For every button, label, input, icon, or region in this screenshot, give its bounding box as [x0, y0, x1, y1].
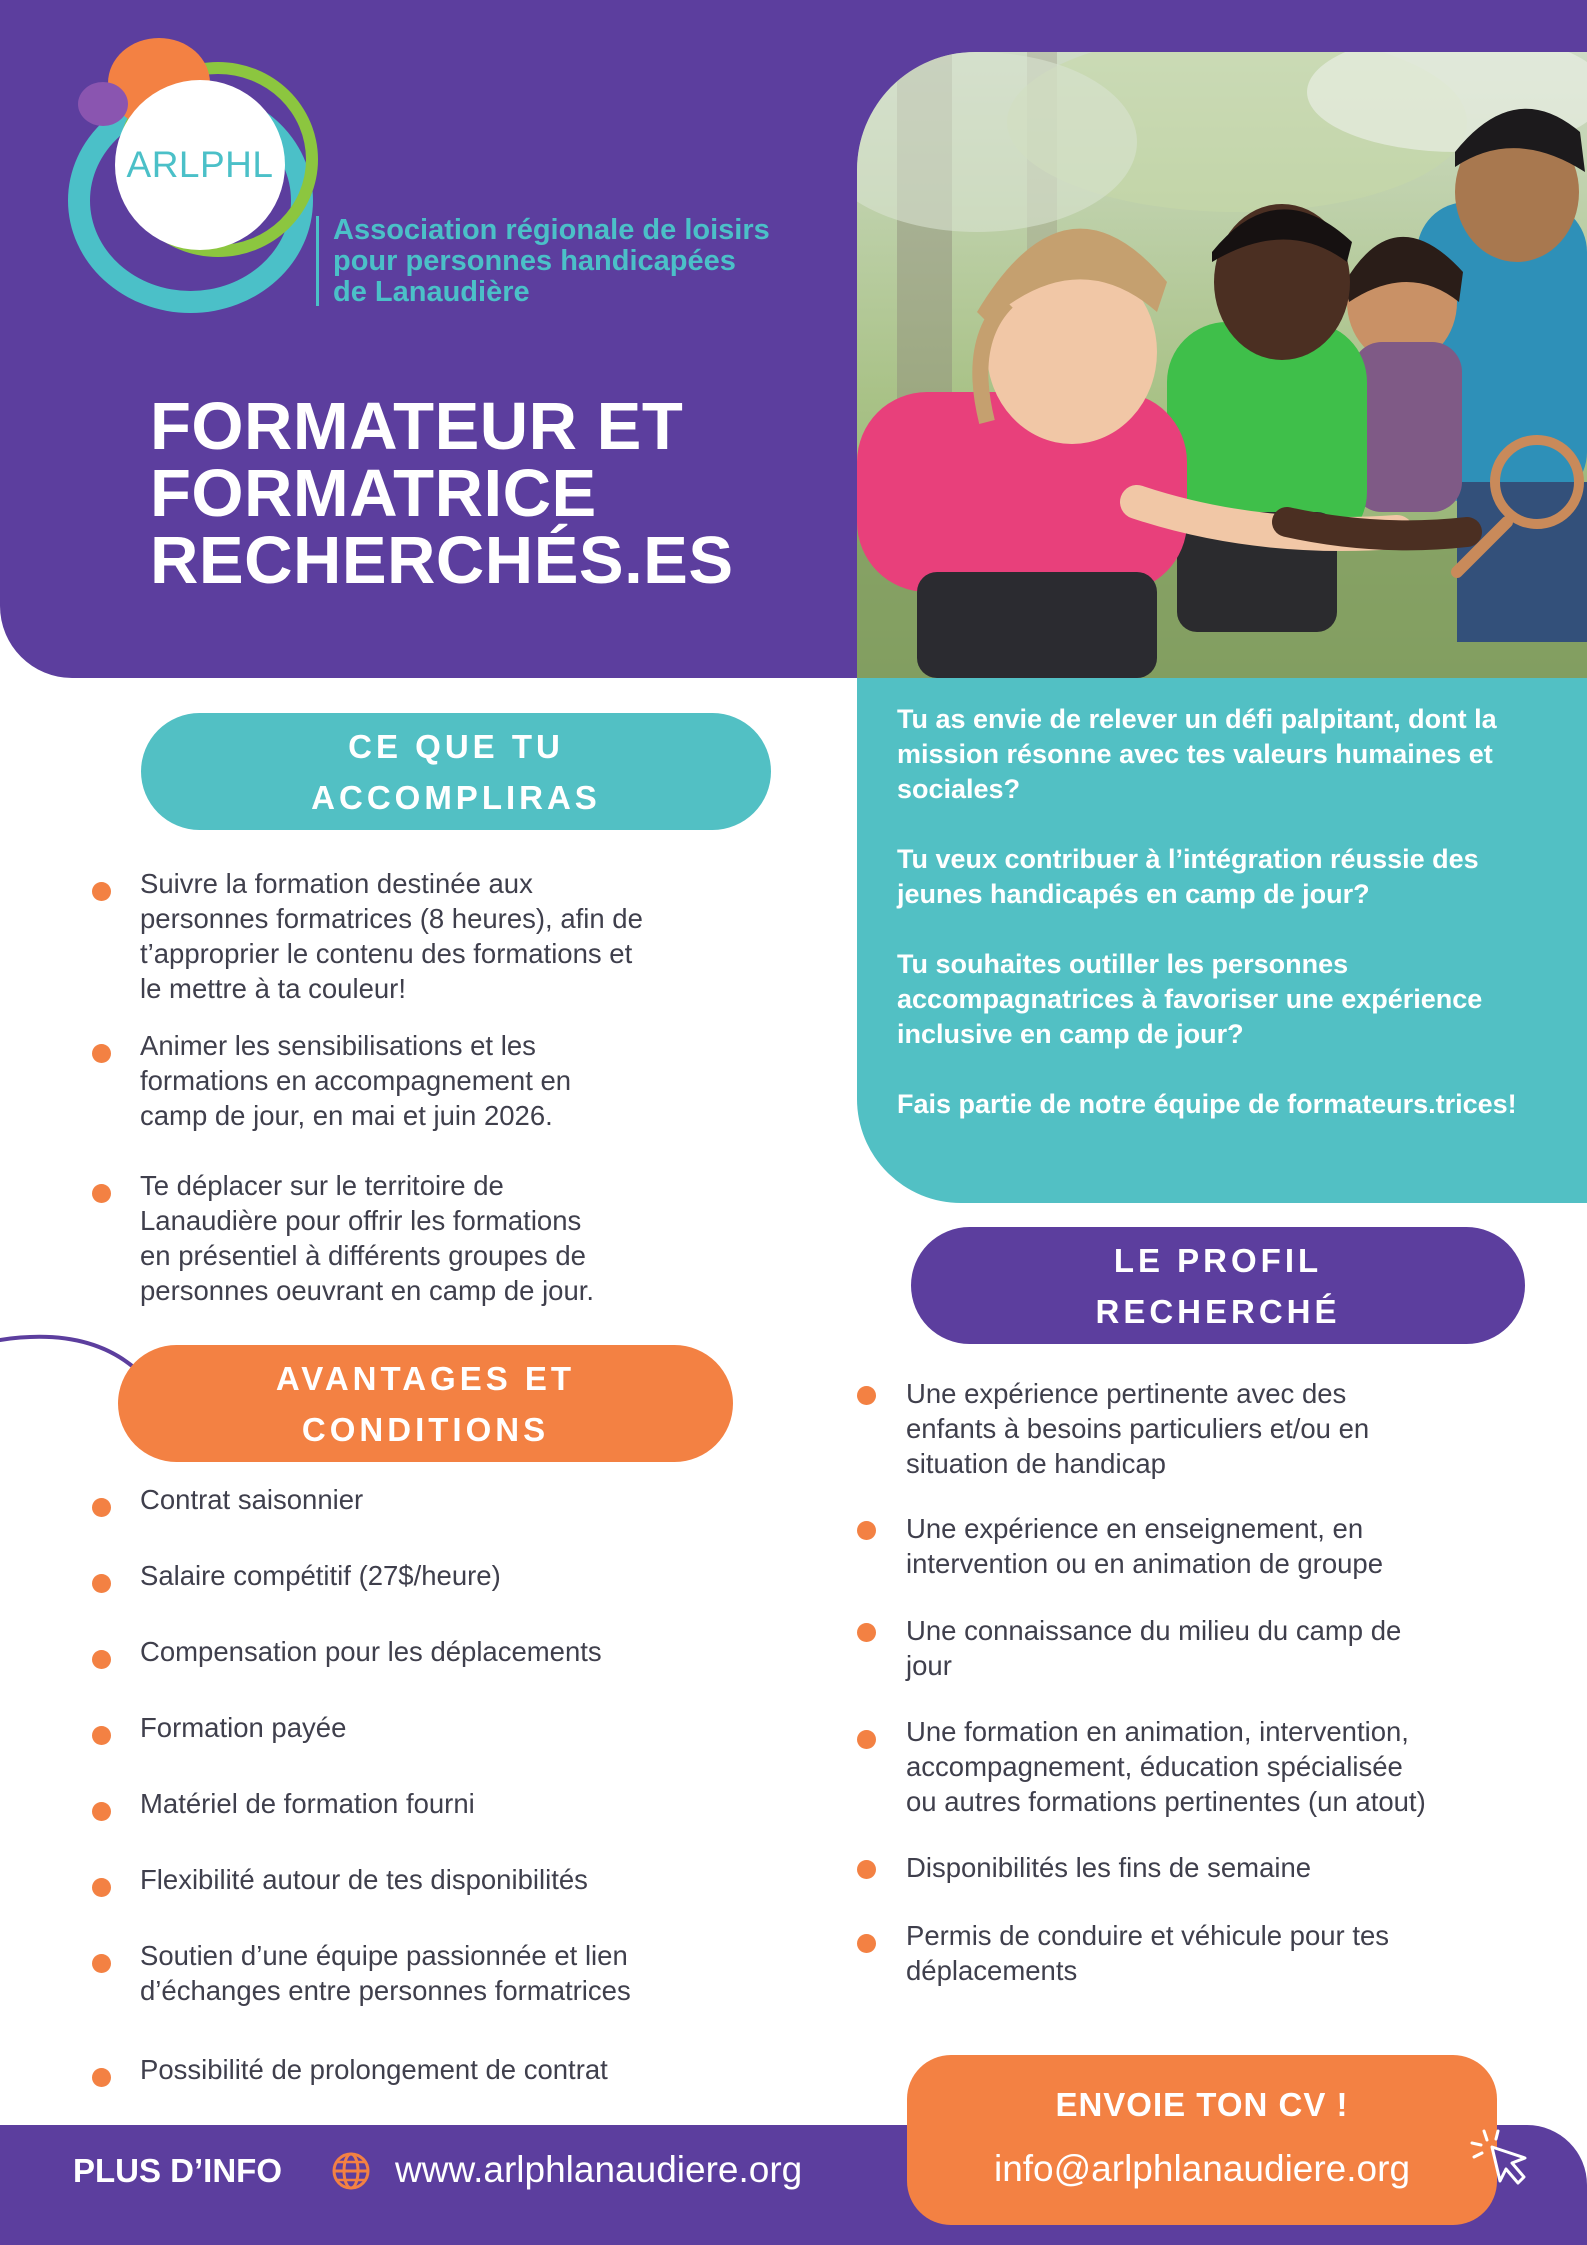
profile-heading-line: RECHERCHÉ — [1095, 1292, 1341, 1330]
bullet-dot-icon — [92, 1878, 111, 1897]
bullet-dot-icon — [92, 1184, 111, 1203]
list-item-line: accompagnement, éducation spécialisée — [906, 1751, 1403, 1782]
list-item — [92, 1862, 812, 1897]
bullet-dot-icon — [857, 1623, 876, 1642]
list-item-line: d’échanges entre personnes formatrices — [140, 1975, 631, 2006]
bullet-dot-icon — [92, 882, 111, 901]
list-item-line: Salaire compétitif (27$/heure) — [140, 1560, 501, 1591]
list-item-line: personnes formatrices (8 heures), afin de — [140, 903, 643, 934]
email-link[interactable]: info@arlphlanaudiere.org — [993, 2148, 1411, 2189]
list-item-line: déplacements — [906, 1955, 1078, 1986]
profile-heading — [911, 1227, 1525, 1344]
tasks-heading-line: CE QUE TU — [348, 727, 564, 765]
benefits-heading — [118, 1345, 733, 1462]
profile-list — [857, 1376, 1567, 1996]
list-item-line: Disponibilités les fins de semaine — [906, 1852, 1312, 1883]
list-item-line: enfants à besoins particuliers et/ou en — [906, 1413, 1370, 1444]
list-item — [92, 1786, 812, 1821]
bullet-dot-icon — [857, 1521, 876, 1540]
list-item-line: Suivre la formation destinée aux — [140, 868, 533, 899]
list-item-line: Lanaudière pour offrir les formations — [140, 1205, 582, 1236]
page-title — [150, 389, 830, 598]
click-cursor-icon — [1470, 2125, 1540, 2195]
globe-icon — [330, 2150, 372, 2192]
org-name-line: Association régionale de loisirs — [333, 214, 770, 246]
intro-paragraph: Tu as envie de relever un défi palpitant, dont la mission résonne avec tes valeurs humaines et sociales? — [897, 704, 1497, 804]
list-item-line: Permis de conduire et véhicule pour tes — [906, 1920, 1390, 1951]
list-item-line: Flexibilité autour de tes disponibilités — [140, 1864, 588, 1895]
benefits-heading-line: CONDITIONS — [301, 1410, 550, 1448]
hero-photo — [857, 52, 1587, 678]
cv-title: ENVOIE TON CV ! — [1055, 2086, 1349, 2123]
profile-heading-line: LE PROFIL — [1113, 1241, 1323, 1279]
logo-text: ARLPHL — [126, 144, 274, 185]
bullet-dot-icon — [92, 2068, 111, 2087]
bullet-dot-icon — [92, 1802, 111, 1821]
page-title-line: FORMATEUR ET — [150, 389, 684, 464]
list-item — [92, 1028, 792, 1133]
bullet-dot-icon — [92, 1044, 111, 1063]
list-item — [857, 1613, 1567, 1683]
list-item — [92, 2052, 812, 2087]
tasks-heading-line: ACCOMPLIRAS — [311, 778, 601, 816]
benefits-heading-line: AVANTAGES ET — [275, 1359, 576, 1397]
bullet-dot-icon — [92, 1574, 111, 1593]
bullet-dot-icon — [92, 1954, 111, 1973]
list-item-line: intervention ou en animation de groupe — [906, 1548, 1384, 1579]
list-item-line: Animer les sensibilisations et les — [140, 1030, 536, 1061]
list-item-line: Te déplacer sur le territoire de — [140, 1170, 504, 1201]
page-title-line: FORMATRICE — [150, 456, 597, 531]
hero-photo-illustration — [857, 52, 1587, 678]
list-item-line: jour — [906, 1650, 952, 1681]
list-item — [92, 866, 792, 1006]
benefits-list — [92, 1482, 812, 2102]
intro-box — [857, 678, 1587, 1203]
list-item-line: ou autres formations pertinentes (un atout) — [906, 1786, 1426, 1817]
list-item-line: personnes oeuvrant en camp de jour. — [140, 1275, 595, 1306]
list-item — [857, 1850, 1567, 1885]
page-title-line: RECHERCHÉS.ES — [150, 523, 734, 598]
list-item-line: le mettre à ta couleur! — [140, 973, 406, 1004]
info-label: PLUS D’INFO — [73, 2152, 283, 2189]
website-link[interactable]: www.arlphlanaudiere.org — [395, 2149, 803, 2190]
list-item — [92, 1938, 812, 2008]
bullet-dot-icon — [857, 1386, 876, 1405]
list-item — [857, 1511, 1567, 1581]
intro-paragraph: Tu souhaites outiller les personnes accompagnatrices à favoriser une expérience inclusive en camp de jour? — [897, 949, 1483, 1049]
cv-callout[interactable] — [907, 2055, 1497, 2225]
list-item — [92, 1558, 812, 1593]
list-item — [857, 1376, 1567, 1481]
bullet-dot-icon — [857, 1860, 876, 1879]
list-item — [92, 1168, 792, 1308]
list-item — [92, 1634, 812, 1669]
bullet-dot-icon — [857, 1934, 876, 1953]
logo-circle-purple — [78, 82, 128, 126]
list-item — [92, 1482, 812, 1517]
org-name — [333, 215, 783, 308]
list-item-line: situation de handicap — [906, 1448, 1166, 1479]
list-item-line: Matériel de formation fourni — [140, 1788, 475, 1819]
intro-paragraph: Fais partie de notre équipe de formateurs.trices! — [897, 1089, 1517, 1119]
list-item-line: en présentiel à différents groupes de — [140, 1240, 586, 1271]
list-item-line: formations en accompagnement en — [140, 1065, 572, 1096]
org-name-line: de Lanaudière — [333, 276, 530, 308]
bullet-dot-icon — [857, 1730, 876, 1749]
list-item-line: camp de jour, en mai et juin 2026. — [140, 1100, 553, 1131]
list-item-line: t’approprier le contenu des formations et — [140, 938, 633, 969]
list-item-line: Une connaissance du milieu du camp de — [906, 1615, 1402, 1646]
list-item — [857, 1918, 1567, 1988]
list-item-line: Une expérience pertinente avec des — [906, 1378, 1347, 1409]
bullet-dot-icon — [92, 1650, 111, 1669]
list-item — [857, 1714, 1567, 1819]
bullet-dot-icon — [92, 1498, 111, 1517]
list-item-line: Une expérience en enseignement, en — [906, 1513, 1364, 1544]
list-item-line: Contrat saisonnier — [140, 1484, 364, 1515]
tasks-heading — [141, 713, 771, 830]
list-item-line: Compensation pour les déplacements — [140, 1636, 602, 1667]
bullet-dot-icon — [92, 1726, 111, 1745]
intro-paragraph: Tu veux contribuer à l’intégration réussie des jeunes handicapés en camp de jour? — [897, 844, 1479, 909]
list-item — [92, 1710, 812, 1745]
org-name-line: pour personnes handicapées — [333, 245, 736, 277]
tasks-list — [92, 866, 792, 1316]
logo-disc — [115, 80, 285, 250]
list-item-line: Possibilité de prolongement de contrat — [140, 2054, 608, 2085]
list-item-line: Soutien d’une équipe passionnée et lien — [140, 1940, 628, 1971]
list-item-line: Formation payée — [140, 1712, 347, 1743]
list-item-line: Une formation en animation, intervention, — [906, 1716, 1409, 1747]
logo-divider — [316, 216, 319, 306]
